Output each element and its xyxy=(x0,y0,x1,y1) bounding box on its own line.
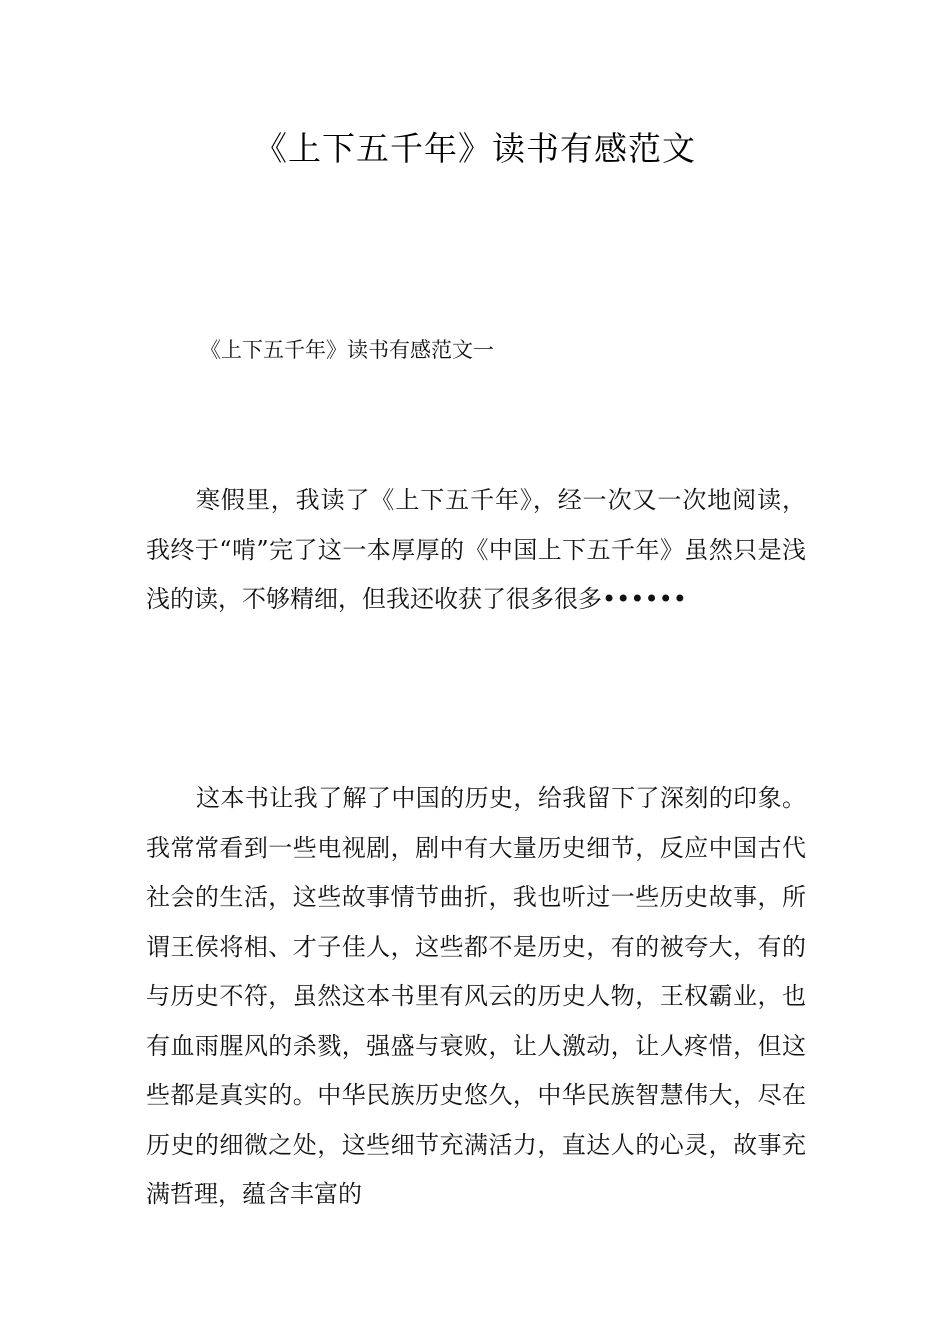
paragraph-1: 寒假里，我读了《上下五千年》，经一次又一次地阅读，我终于“啃”完了这一本厚厚的《中国上下五千年》虽然只是浅浅的读，不够精细，但我还收获了很多很多•••••• xyxy=(146,486,806,613)
page-title: 《上下五千年》读书有感范文 xyxy=(254,129,696,168)
section-heading: 《上下五千年》读书有感范文一 xyxy=(200,338,494,362)
paragraph-2: 这本书让我了解了中国的历史，给我留下了深刻的印象。我常常看到一些电视剧，剧中有大量历史细节，反应中国古代社会的生活，这些故事情节曲折，我也听过一些历史故事，所谓王侯将相、才子佳人，这些都不是历史，有的被夸大，有的与历史不符，虽然这本书里有风云的历史人物，王权霸业，也有血雨腥风的杀戮，强盛与衰败，让人激动，让人疼惜，但这些都是真实的。中华民族历史悠久，中华民族智慧伟大，尽在历史的细微之处，这些细节充满活力，直达人的心灵，故事充满哲理，蕴含丰富的 xyxy=(146,784,806,1208)
